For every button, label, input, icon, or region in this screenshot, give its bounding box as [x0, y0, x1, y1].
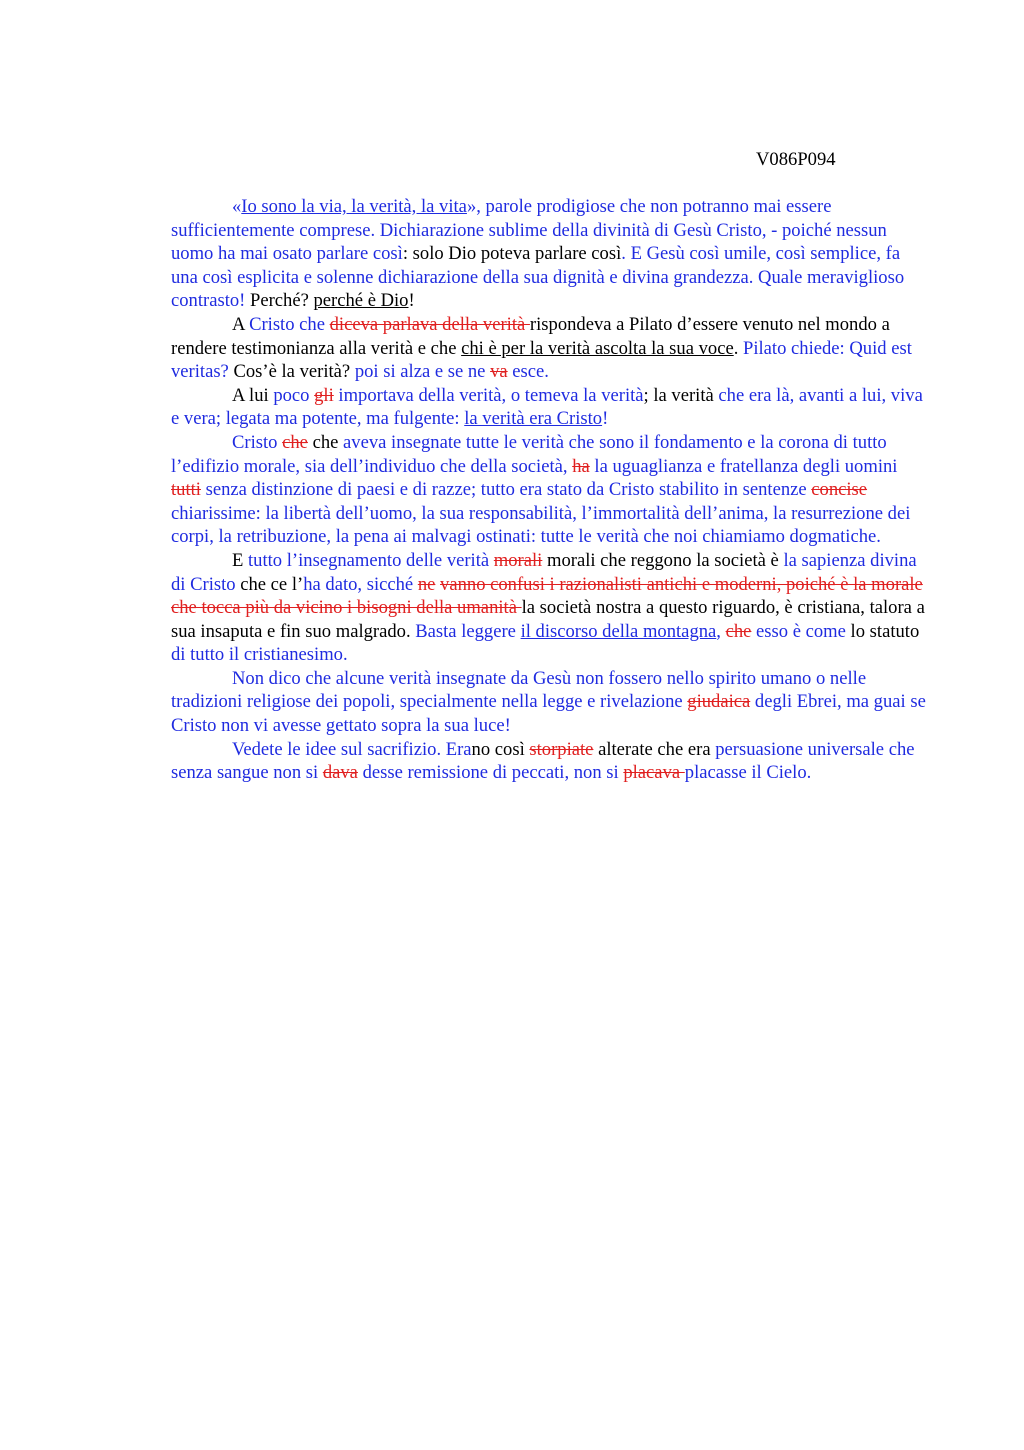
deleted-text: placava	[623, 762, 685, 784]
text-segment: la sapienza divina di Cristo	[171, 549, 917, 595]
text-segment: tutto l’insegnamento delle verità	[248, 549, 494, 571]
text-segment: che ce l’	[235, 573, 304, 595]
text-segment: placasse il Cielo.	[684, 762, 812, 784]
underlined-text: perché è Dio	[313, 290, 409, 312]
text-segment: senza distinzione di paesi e di razze; tutto era stato da Cristo stabilito in sentenze	[200, 479, 812, 501]
text-segment: morali che reggono la società è	[542, 549, 784, 571]
text-segment: esso è come	[751, 620, 846, 642]
text-segment: alterate che era	[593, 738, 716, 760]
text-segment: esce.	[507, 361, 549, 383]
text-segment: degli Ebrei, ma guai se Cristo non vi avesse gettato sopra la sua luce!	[171, 691, 926, 737]
text-segment: . E Gesù così umile, così semplice, fa una così esplicita e solenne dichiarazione della sua dignità e divina grandezza. Quale meraviglioso contrasto!	[171, 243, 905, 312]
deleted-text: vanno confusi i razionalisti antichi e moderni, poiché è la morale che tocca più da vicino i bisogni della umanità	[171, 573, 923, 619]
text-segment: Perché?	[245, 290, 314, 312]
text-segment: Pilato chiede: Quid est veritas?	[171, 337, 912, 383]
text-segment: «	[232, 196, 242, 217]
text-segment: no così	[471, 738, 530, 760]
text-segment: di tutto il cristianesimo.	[171, 644, 348, 666]
text-segment: !	[602, 408, 609, 430]
text-segment: poi si alza e se ne	[354, 361, 491, 383]
text-segment: rispondeva a Pilato d’essere venuto nel mondo a rendere testimonianza alla verità e che	[171, 313, 890, 359]
document-body	[171, 195, 927, 785]
paragraph	[171, 549, 927, 667]
text-segment: !	[408, 290, 415, 312]
paragraph	[171, 384, 927, 431]
underlined-text: la verità era Cristo	[464, 408, 603, 430]
text-segment: che	[307, 431, 344, 453]
deleted-text: che	[282, 431, 308, 453]
deleted-text: ne	[417, 573, 436, 595]
text-segment: A	[232, 313, 250, 335]
paragraph	[171, 195, 927, 313]
underlined-text: Io sono la via, la verità, la vita	[241, 196, 467, 217]
text-segment: la uguaglianza e fratellanza degli uomini	[589, 455, 898, 477]
document-id: V086P094	[756, 149, 836, 170]
deleted-text: ha	[572, 455, 590, 477]
text-segment: persuasione universale che senza sangue non si	[171, 738, 915, 784]
text-segment: ,	[716, 620, 726, 642]
text-segment: importava della verità, o temeva la verità	[333, 384, 644, 406]
text-segment: desse remissione di peccati, non si	[357, 762, 624, 784]
paragraph	[171, 738, 927, 785]
deleted-text: storpiate	[529, 738, 594, 760]
text-segment: che era là, avanti a lui, viva e vera; legata ma potente, ma fulgente:	[171, 384, 923, 430]
text-segment: ha dato, sicché	[303, 573, 418, 595]
text-segment: Vedete le idee sul sacrifizio. Era	[232, 738, 472, 760]
underlined-text: chi è per la verità ascolta la sua voce	[461, 337, 734, 359]
text-segment: poco	[273, 384, 315, 406]
deleted-text: va	[490, 361, 508, 383]
deleted-text: morali	[493, 549, 543, 571]
deleted-text: concise	[811, 479, 868, 501]
text-segment: Cos’è la verità?	[228, 361, 355, 383]
text-segment: le verità che sono il fondamento e la corona di tutto l’edifizio morale, sia dell’individuo che della società,	[171, 431, 887, 477]
underlined-text: il discorso della montagna	[520, 620, 717, 642]
deleted-text: giudaica	[687, 691, 751, 713]
text-segment: lo statuto	[845, 620, 920, 642]
text-segment: A lui	[232, 384, 274, 406]
text-segment: la società nostra a questo riguardo, è cristiana, talora a sua insaputa e fin suo malgrado.	[171, 597, 925, 642]
text-segment: aveva insegnate tutte	[343, 431, 504, 453]
text-segment: Cristo	[232, 431, 283, 453]
deleted-text: gli	[314, 384, 334, 406]
text-segment: Basta leggere	[415, 620, 521, 642]
paragraph	[171, 667, 927, 738]
text-segment: .	[733, 337, 743, 359]
text-segment: », parole prodigiose che non potranno mai essere sufficientemente comprese. Dichiarazione sublime della divinità di Gesù Cristo, - poiché nessun uomo ha mai osato parlare così	[171, 196, 887, 265]
text-segment: Cristo che	[249, 313, 330, 335]
deleted-text: tutti	[171, 479, 201, 501]
paragraph	[171, 431, 927, 549]
text-segment: : solo Dio poteva parlare così	[402, 243, 622, 265]
text-segment: E	[232, 549, 249, 571]
deleted-text: dava	[322, 762, 358, 784]
paragraph	[171, 313, 927, 384]
text-segment: ; la verità	[643, 384, 719, 406]
deleted-text: diceva parlava della verità	[329, 313, 530, 335]
text-segment: Non dico che alcune verità insegnate da Gesù non fossero nello spirito umano o nelle tradizioni religiose dei popoli, specialmente nella legge e rivelazione	[171, 667, 867, 713]
deleted-text: che	[725, 620, 752, 642]
text-segment: chiarissime: la libertà dell’uomo, la sua responsabilità, l’immortalità dell’anima, la resurrezione dei corpi, la retribuzione, la pena ai malvagi ostinati: tutte le verità che noi chiamiamo dogmatiche.	[171, 502, 911, 548]
